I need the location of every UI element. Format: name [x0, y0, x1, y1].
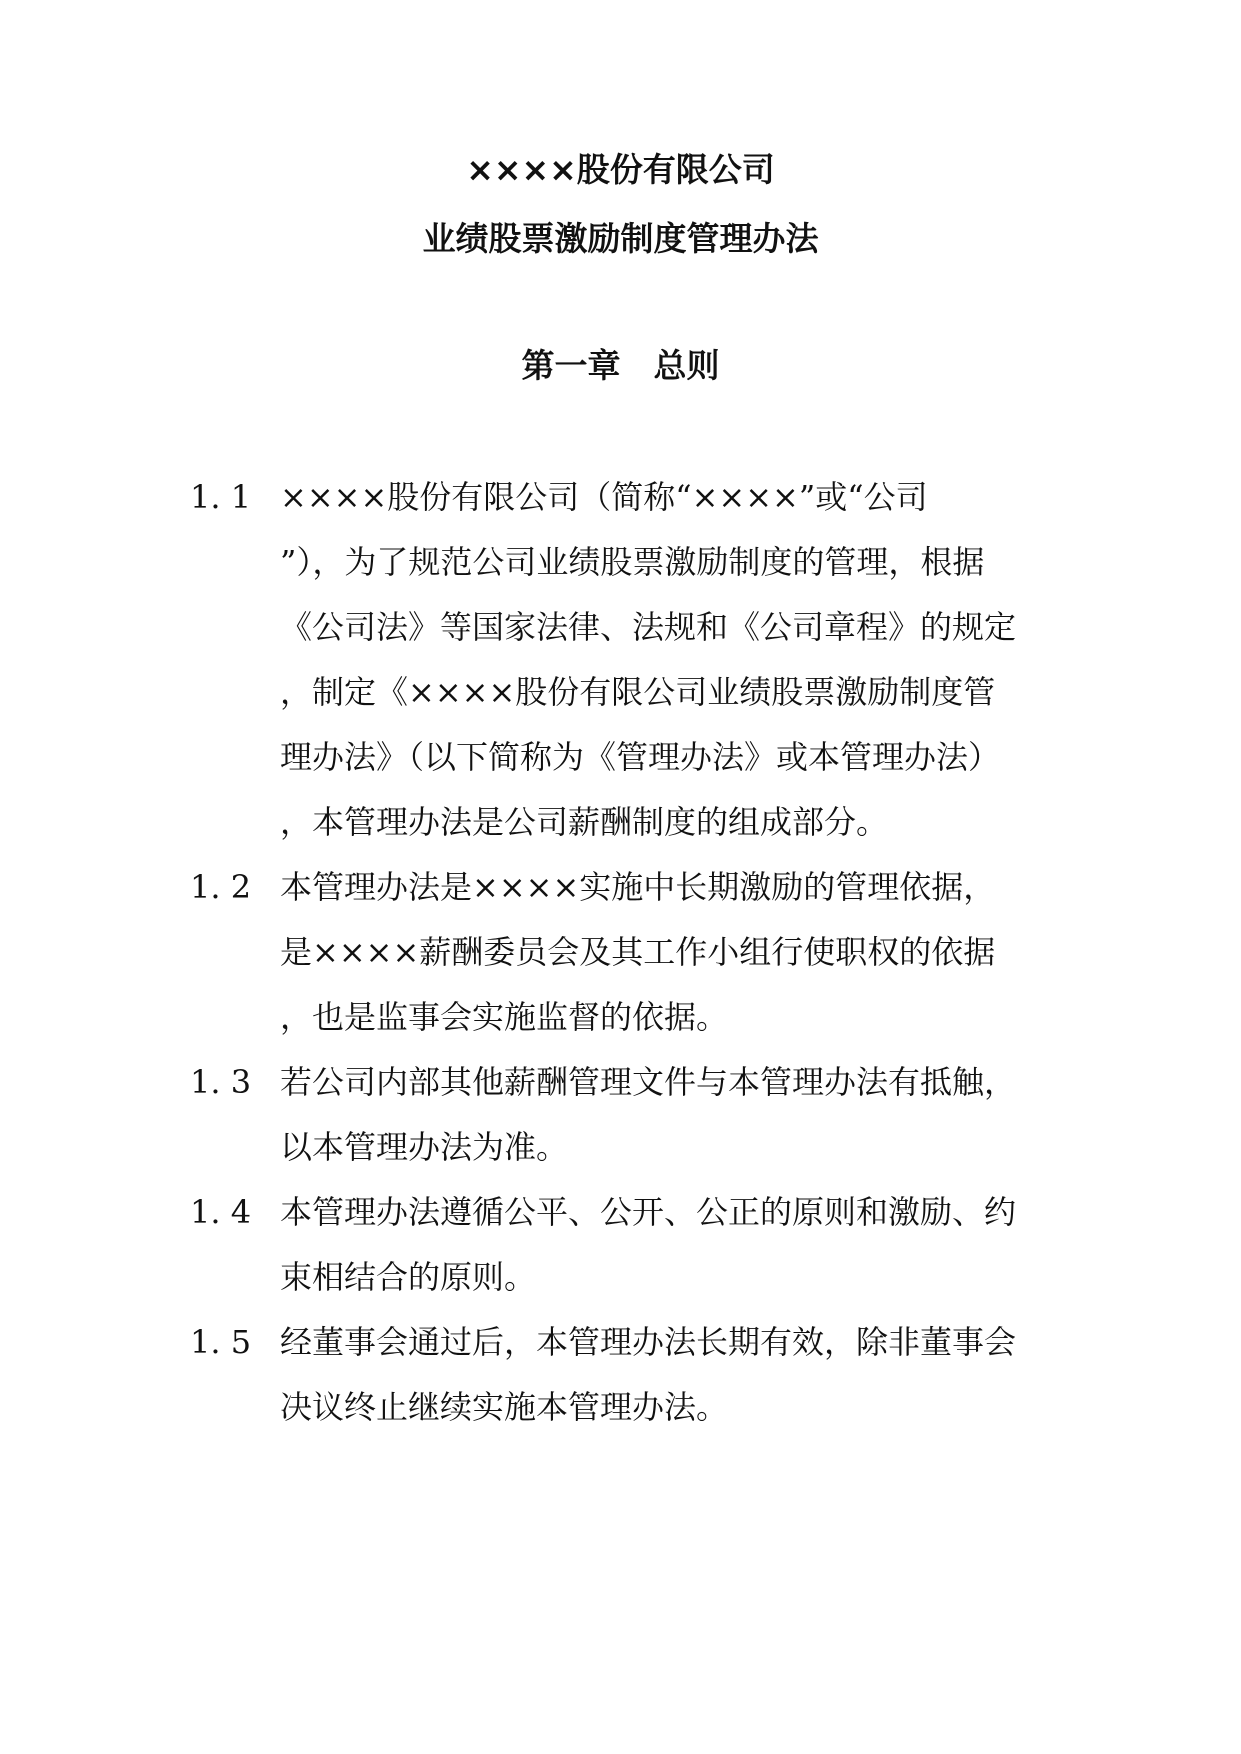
clause-text	[280, 1050, 1050, 1180]
clause-line: 理办法》（以下简称为《管理办法》或本管理办法）	[280, 738, 1001, 776]
clause-line: ，制定《××××股份有限公司业绩股票激励制度管	[280, 673, 996, 711]
clause-line: 本管理办法遵循公平、公开、公正的原则和激励、约	[280, 1193, 1017, 1231]
clause-line: 是××××薪酬委员会及其工作小组行使职权的依据	[280, 933, 996, 971]
clause-line: 束相结合的原则。	[280, 1258, 537, 1296]
clause-text	[280, 1180, 1050, 1310]
clause-line: ，也是监事会实施监督的依据。	[280, 998, 729, 1036]
clause-number: 1. 5	[190, 1323, 252, 1361]
clause-number: 1. 1	[190, 478, 252, 516]
clause-line: 《公司法》等国家法律、法规和《公司章程》的规定	[280, 608, 1017, 646]
clause-number: 1. 3	[190, 1063, 252, 1101]
clause-line: ，本管理办法是公司薪酬制度的组成部分。	[280, 803, 889, 841]
document-title: 业绩股票激励制度管理办法	[422, 219, 819, 258]
clause-text	[280, 465, 1050, 855]
clause-text	[280, 1310, 1050, 1440]
clause-line: 经董事会通过后，本管理办法长期有效，除非董事会	[280, 1323, 1017, 1361]
clause-number: 1. 2	[190, 868, 252, 906]
chapter-heading: 第一章 总则	[521, 346, 720, 385]
clause-line: ”），为了规范公司业绩股票激励制度的管理，根据	[280, 543, 985, 581]
clause-text	[280, 855, 1050, 1050]
clause-number: 1. 4	[190, 1193, 252, 1231]
clause-line: 决议终止继续实施本管理办法。	[280, 1388, 729, 1426]
clause-line: 本管理办法是××××实施中长期激励的管理依据，	[280, 868, 996, 906]
company-title: ××××股份有限公司	[466, 150, 775, 189]
clause-line: 以本管理办法为准。	[280, 1128, 569, 1166]
clause-line: 若公司内部其他薪酬管理文件与本管理办法有抵触，	[280, 1063, 1017, 1101]
clause-line: ××××股份有限公司（简称“××××”或“公司	[280, 478, 928, 516]
